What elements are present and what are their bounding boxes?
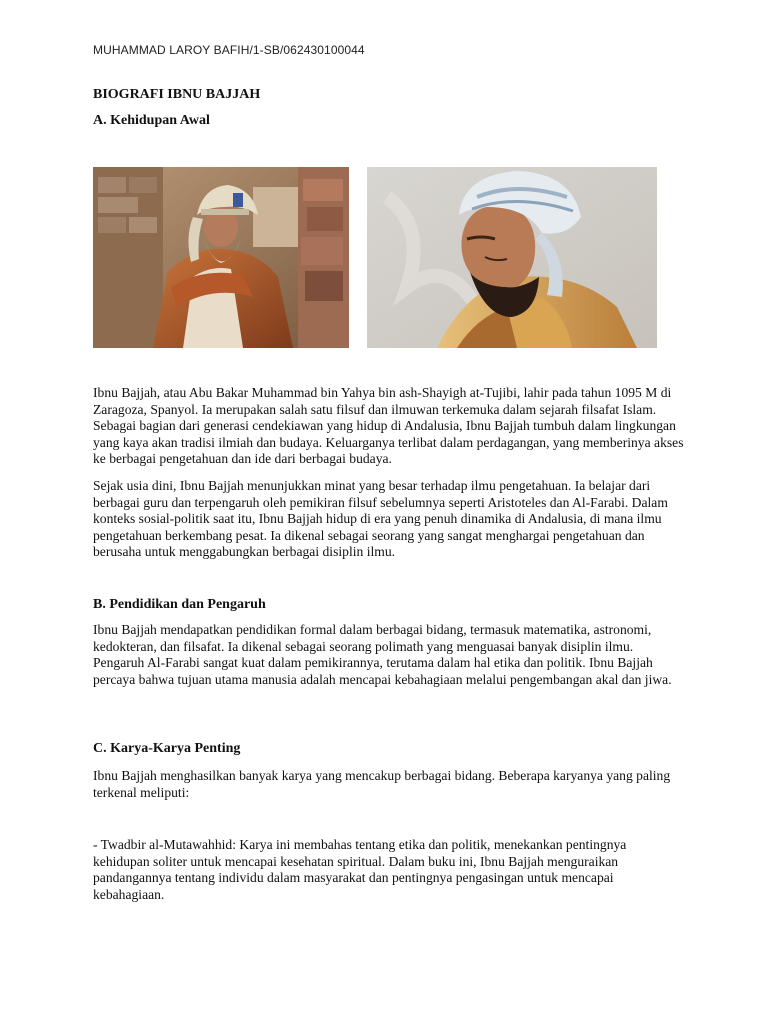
paragraph-a-1: Ibnu Bajjah, atau Abu Bakar Muhammad bin Yahya bin ash-Shayigh at-Tujibi, lahir pada tahun 1095 M di Zaragoza, Spanyol. Ia merupakan salah satu filsuf dan ilmuwan terkemuka dalam sejarah filsafat Islam. Sebagai bagian dari generasi cendekiawan yang hidup di Andalusia, Ibnu Bajjah tumbuh dalam lingkungan yang kaya akan tradisi ilmiah dan budaya. Keluarganya terlibat dalam perdagangan, yang memberinya akses ke berbagai pengetahuan dan ide dari berbagai budaya.: [93, 385, 684, 467]
paragraph-c-1: Ibnu Bajjah menghasilkan banyak karya yang mencakup berbagai bidang. Beberapa karyanya yang paling terkenal meliputi:: [93, 768, 671, 800]
elder-scholar-portrait-image: [93, 167, 349, 348]
document-title: BIOGRAFI IBNU BAJJAH: [93, 87, 261, 102]
paragraph-b-1: Ibnu Bajjah mendapatkan pendidikan formal dalam berbagai bidang, termasuk matematika, astronomi, kedokteran, dan filsafat. Ia dikenal sebagai seorang polimath yang menguasai banyak disiplin ilmu. Pengaruh Al-Farabi sangat kuat dalam pemikirannya, terutama dalam hal etika dan politik. Ibnu Bajjah percaya bahwa tujuan utama manusia adalah mencapai kebahagiaan melalui pengembangan akal dan jiwa.: [93, 622, 672, 687]
paragraph-a-2: Sejak usia dini, Ibnu Bajjah menunjukkan minat yang besar terhadap ilmu pengetahuan. Ia belajar dari berbagai guru dan terpengaruh oleh pemikiran filsuf sebelumnya seperti Aristoteles dan Al-Farabi. Dalam konteks sosial-politik saat itu, Ibnu Bajjah hidup di era yang penuh dinamika di Andalusia, di mana ilmu pengetahuan berkembang pesat. Ia dikenal sebagai seorang yang sangat menghargai pengetahuan dan berusaha untuk menggabungkan berbagai disiplin ilmu.: [93, 478, 668, 560]
section-heading-c: C. Karya-Karya Penting: [93, 741, 241, 756]
section-heading-b: B. Pendidikan dan Pengaruh: [93, 597, 266, 612]
paragraph-c-2: - Twadbir al-Mutawahhid: Karya ini membahas tentang etika dan politik, menekankan pentingnya kehidupan soliter untuk mencapai kesehatan spiritual. Dalam buku ini, Ibnu Bajjah menguraikan pandangannya tentang individu dalam masyarakat dan pentingnya pengasingan untuk mencapai kebahagiaan.: [93, 837, 627, 902]
painted-scholar-portrait-image: [367, 167, 657, 348]
page-header: MUHAMMAD LAROY BAFIH/1-SB/062430100044: [93, 43, 365, 57]
section-heading-a: A. Kehidupan Awal: [93, 113, 210, 128]
